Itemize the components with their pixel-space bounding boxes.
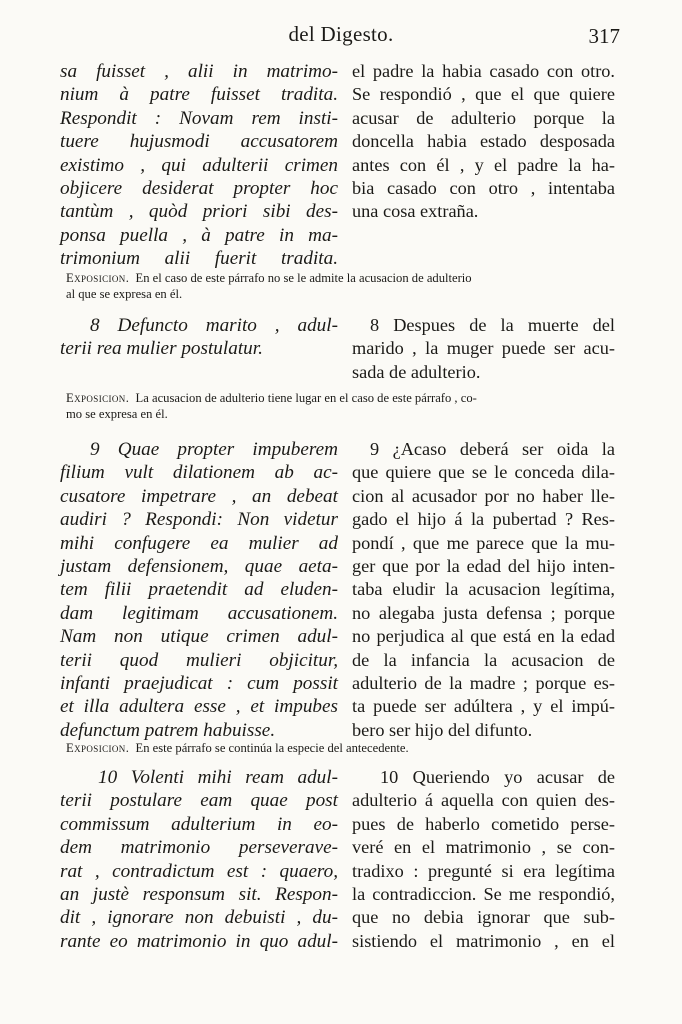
spanish-line: cion al acusador por no haber lle- — [352, 485, 615, 506]
latin-line: terii quod mulieri objicitur, — [60, 649, 338, 671]
exposicion-text: En el caso de este párrafo no se le admite la acusacion de adulterio — [135, 271, 472, 285]
latin-column — [90, 438, 338, 461]
spanish-line: bia casado con otro , intentaba — [352, 178, 615, 199]
spanish-line: Se respondió , que el que quiere — [352, 84, 615, 105]
latin-column — [60, 337, 338, 360]
latin-line: trimonium alii fuerit tradita. — [60, 248, 338, 270]
latin-line: 10 Volenti mihi ream adul- — [98, 767, 338, 788]
spanish-line: una cosa extraña. — [352, 201, 479, 222]
spanish-line: pues de haberlo cometido perse- — [352, 813, 615, 834]
spanish-line: de la infancia la acusacion de — [352, 649, 615, 670]
latin-line: Respondit : Novam rem insti- — [60, 107, 338, 129]
latin-line: tuere hujusmodi accusatorem — [60, 131, 338, 153]
spanish-line: tradixo : pregunté si era legítima — [352, 860, 615, 881]
latin-line: 9 Quae propter impuberem — [90, 439, 338, 460]
latin-line: Nam non utique crimen adul- — [60, 626, 338, 648]
spanish-line: acusar de adulterio porque la — [352, 107, 615, 128]
spanish-line: adulterio de la madre ; porque es- — [352, 673, 615, 694]
latin-line: terii rea mulier postulatur. — [60, 338, 263, 360]
page-number: 317 — [588, 24, 620, 48]
exposicion-text: En este párrafo se continúa la especie del antecedente. — [135, 741, 409, 755]
spanish-line: antes con él , y el padre la ha- — [352, 154, 615, 175]
latin-line: infanti praejudicat : cum possit — [60, 673, 338, 695]
latin-line: commissum adulterium in eo- — [60, 813, 338, 835]
latin-line: ponsa puella , à patre in ma- — [60, 224, 338, 246]
latin-line: nium à patre fuisset tradita. — [60, 84, 338, 106]
spanish-line: adulterio á aquella con quien des- — [352, 790, 615, 811]
spanish-line: no perjudica al que está en la edad — [352, 626, 615, 647]
spanish-line: que no debia ignorar que sub- — [352, 907, 615, 928]
spanish-line: veré en el matrimonio , se con- — [352, 837, 615, 858]
latin-line: filium vult dilationem ab ac- — [60, 462, 338, 484]
exposicion-note — [66, 390, 616, 422]
latin-line: mihi confugere ea mulier ad — [60, 532, 338, 554]
spanish-line: 9 ¿Acaso deberá ser oida la — [370, 439, 615, 459]
latin-column — [60, 60, 338, 271]
latin-line: audiri ? Respondi: Non videtur — [60, 509, 338, 531]
spanish-line: marido , la muger puede ser acu- — [352, 338, 615, 359]
spanish-column — [352, 337, 615, 384]
spanish-line: ta puede ser adúltera , y el impú- — [352, 696, 615, 717]
latin-line: rat , contradictum est : quaero, — [60, 860, 338, 882]
latin-column — [98, 766, 338, 789]
spanish-column — [352, 789, 615, 953]
latin-line: rante eo matrimonio in quo adul- — [60, 930, 338, 952]
spanish-column — [380, 766, 615, 789]
spanish-column — [352, 60, 615, 224]
exposicion-label: Exposicion. — [66, 391, 130, 405]
spanish-line: que quiere que se le conceda dila- — [352, 462, 615, 483]
latin-line: justam defensionem, quae aeta- — [60, 556, 338, 578]
spanish-line: gado el hijo á la pubertad ? Res- — [352, 509, 615, 530]
latin-line: terii postulare eam quae post — [60, 790, 338, 812]
spanish-column — [370, 438, 615, 461]
latin-line: et illa adultera esse , et impubes — [60, 696, 338, 718]
latin-line: tem filii praetendit ad eluden- — [60, 579, 338, 601]
latin-column — [60, 789, 338, 953]
latin-column — [90, 314, 338, 337]
spanish-line: sada de adulterio. — [352, 361, 481, 382]
spanish-column — [370, 314, 615, 337]
latin-line: dam legitimam accusationem. — [60, 602, 338, 624]
latin-line: objicere desiderat propter hoc — [60, 178, 338, 200]
exposicion-text: mo se expresa en él. — [66, 407, 168, 421]
spanish-line: la contradiccion. Se me respondió, — [352, 884, 615, 905]
latin-line: cusatore impetrare , an debeat — [60, 485, 338, 507]
running-header — [0, 22, 682, 52]
latin-line: dit , ignorare non debuisti , du- — [60, 907, 338, 929]
latin-line: tantùm , quòd priori sibi des- — [60, 201, 338, 223]
latin-column — [60, 461, 338, 742]
spanish-column — [352, 461, 615, 742]
spanish-line: sistiendo el matrimonio , en el — [352, 930, 615, 951]
exposicion-label: Exposicion. — [66, 271, 130, 285]
spanish-line: 10 Queriendo yo acusar de — [380, 767, 615, 787]
spanish-line: ger que por la edad del hijo inten- — [352, 556, 615, 577]
latin-line: existimo , qui adulterii crimen — [60, 154, 338, 176]
spanish-line: doncella habia estado desposada — [352, 131, 615, 152]
exposicion-note — [66, 270, 616, 302]
latin-line: sa fuisset , alii in matrimo- — [60, 61, 338, 82]
latin-line: an justè responsum sit. Respon- — [60, 884, 338, 906]
spanish-line: 8 Despues de la muerte del — [370, 315, 615, 335]
exposicion-text: La acusacion de adulterio tiene lugar en el caso de este párrafo , co- — [135, 391, 477, 405]
spanish-line: el padre la habia casado con otro. — [352, 61, 615, 81]
latin-line: defunctum patrem habuisse. — [60, 719, 276, 741]
exposicion-text: al que se expresa en él. — [66, 287, 183, 301]
latin-line: 8 Defuncto marito , adul- — [90, 315, 338, 336]
running-title: del Digesto. — [288, 22, 394, 46]
spanish-line: bero ser hijo del difunto. — [352, 719, 533, 740]
spanish-line: no alegaba justa defensa ; porque — [352, 602, 615, 623]
spanish-line: taba eludir la acusacion legítima, — [352, 579, 615, 600]
latin-line: dem matrimonio perseverave- — [60, 837, 338, 859]
spanish-line: pondí , que me parece que la mu- — [352, 532, 615, 553]
exposicion-label: Exposicion. — [66, 741, 130, 755]
exposicion-note — [66, 740, 616, 756]
